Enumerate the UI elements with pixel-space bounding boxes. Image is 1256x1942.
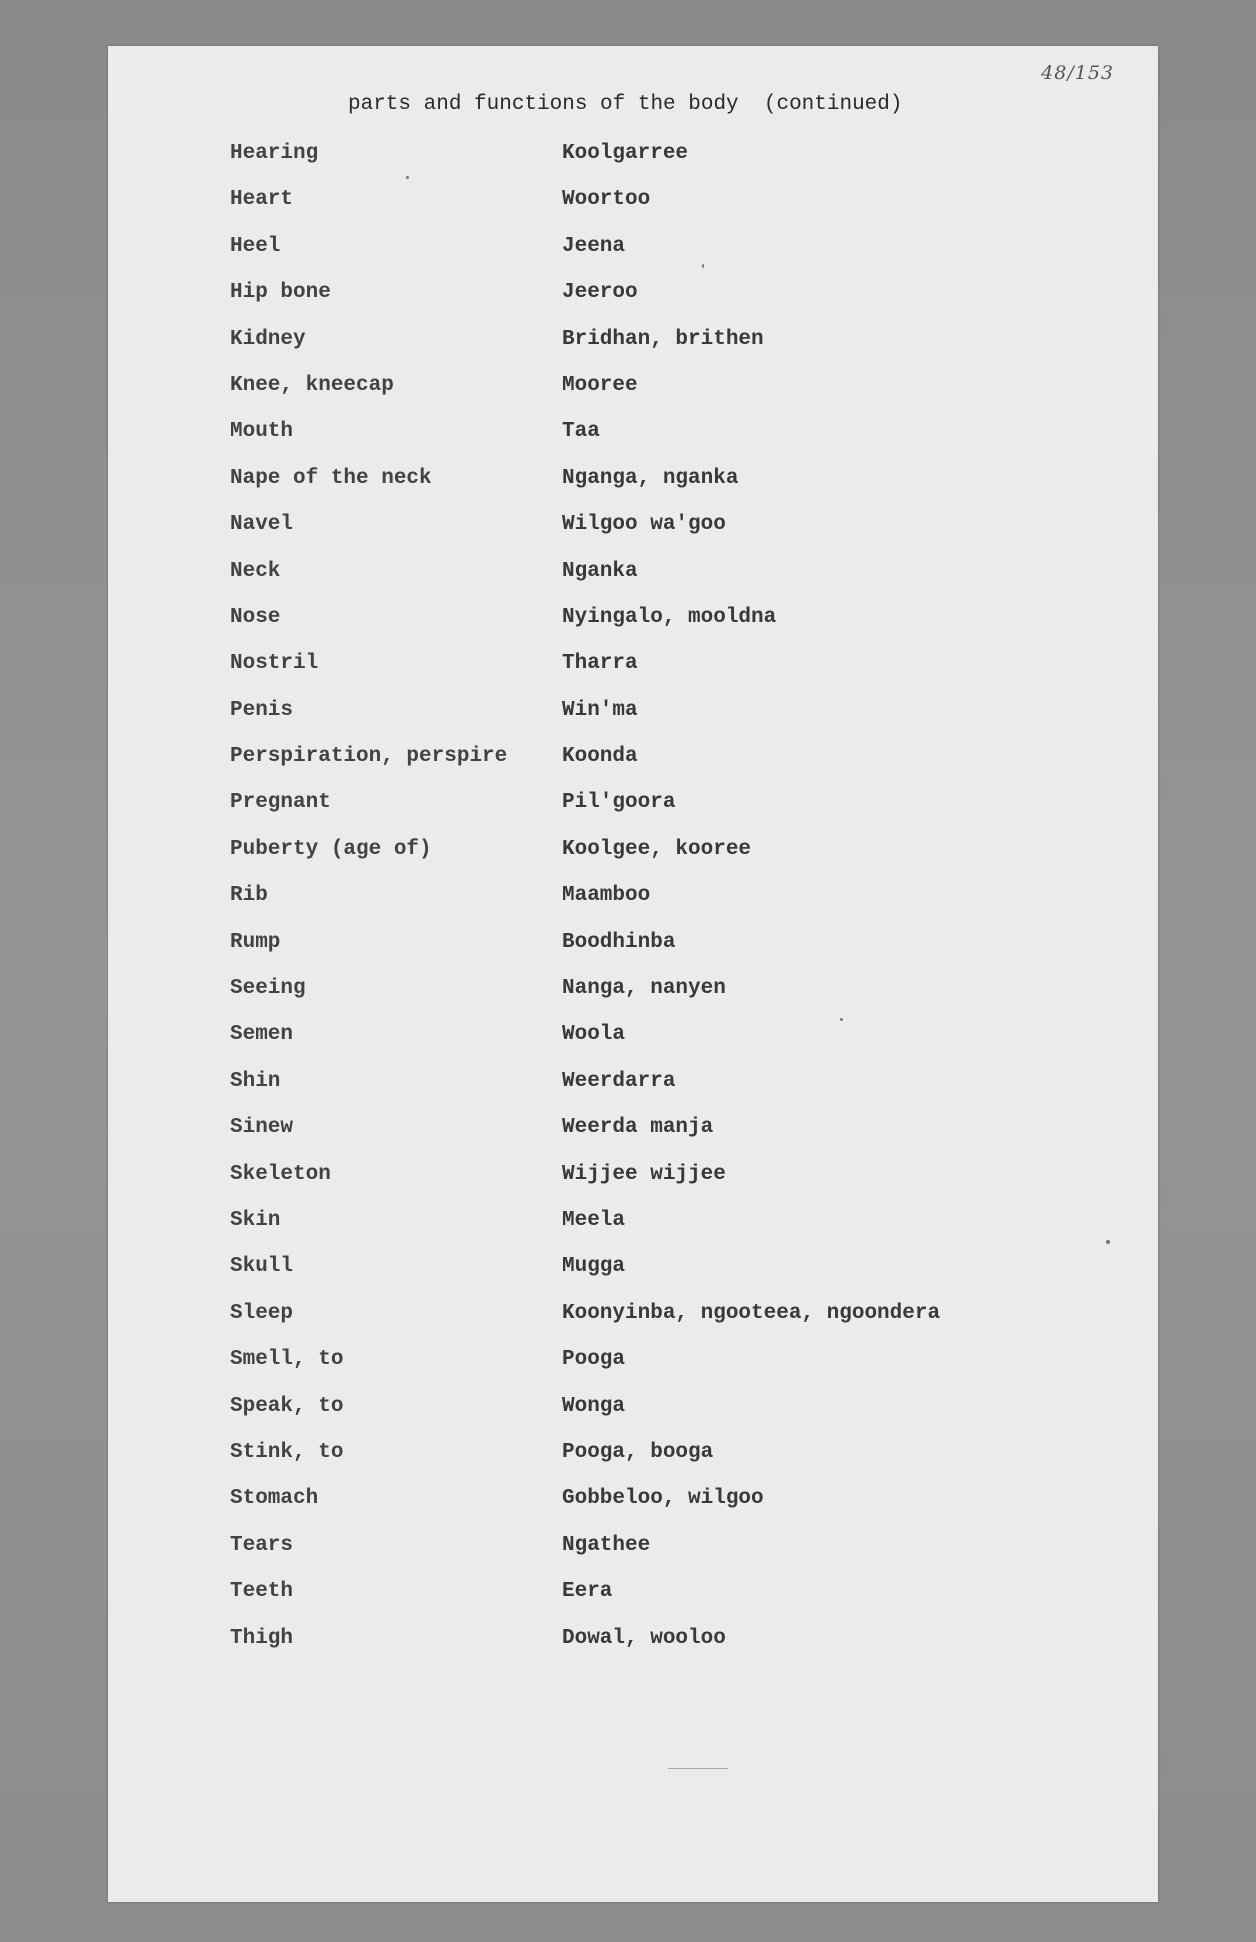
native-term: Meela — [562, 1208, 626, 1232]
english-term: Heel — [230, 234, 281, 258]
vocab-entry — [230, 1627, 940, 1673]
vocab-entry — [230, 652, 940, 698]
english-term: Sinew — [230, 1116, 294, 1140]
english-term: Seeing — [230, 977, 306, 1001]
vocab-entry — [230, 281, 940, 327]
native-term: Gobbeloo, wilgoo — [562, 1487, 764, 1511]
native-term: Mugga — [562, 1255, 626, 1279]
native-term: Jeeroo — [562, 281, 638, 305]
native-term: Nganka — [562, 559, 638, 583]
native-term: Ngathee — [562, 1533, 651, 1557]
native-term: Wijjee wijjee — [562, 1162, 726, 1186]
native-term: Weerda manja — [562, 1116, 714, 1140]
english-term: Navel — [230, 513, 294, 537]
page-number: 48/153 — [1041, 62, 1114, 84]
native-term: Win'ma — [562, 698, 638, 722]
english-term: Rump — [230, 930, 281, 954]
vocab-entry — [230, 1441, 940, 1487]
english-term: Tears — [230, 1533, 294, 1557]
vocab-entry — [230, 791, 940, 837]
english-term: Rib — [230, 884, 268, 908]
vocab-entry — [230, 1395, 940, 1441]
native-term: Pil'goora — [562, 791, 676, 815]
vocab-entry — [230, 235, 940, 281]
native-term: Koolgee, kooree — [562, 837, 752, 861]
native-term: Koolgarree — [562, 142, 689, 165]
english-term: Penis — [230, 698, 294, 722]
native-term: Taa — [562, 420, 600, 444]
vocab-entry — [230, 374, 940, 420]
vocab-entry — [230, 188, 940, 234]
vocab-entry — [230, 1302, 940, 1348]
english-term: Perspiration, perspire — [230, 745, 508, 769]
english-term: Kidney — [230, 327, 306, 351]
vocab-entry — [230, 606, 940, 652]
vocab-entry — [230, 560, 940, 606]
vocab-entry — [230, 1116, 940, 1162]
native-term: Nanga, nanyen — [562, 977, 726, 1001]
native-term: Jeena — [562, 234, 626, 258]
vocab-entry — [230, 745, 940, 791]
native-term: Bridhan, brithen — [562, 327, 764, 351]
native-term: Pooga — [562, 1348, 626, 1372]
paper-speck — [406, 176, 409, 179]
vocab-entry — [230, 884, 940, 930]
english-term: Heart — [230, 188, 294, 212]
vocab-entry — [230, 1023, 940, 1069]
english-term: Nostril — [230, 652, 319, 676]
document-page — [108, 46, 1158, 1902]
english-term: Stomach — [230, 1487, 319, 1511]
native-term: Dowal, wooloo — [562, 1626, 726, 1650]
english-term: Smell, to — [230, 1348, 344, 1372]
native-term: Wilgoo wa'goo — [562, 513, 726, 537]
vocab-entry — [230, 1348, 940, 1394]
vocab-entry — [230, 1487, 940, 1533]
native-term: Woortoo — [562, 188, 651, 212]
english-term: Skeleton — [230, 1162, 331, 1186]
vocab-entry — [230, 142, 940, 188]
native-term: Koonyinba, ngooteea, ngoondera — [562, 1301, 941, 1325]
vocab-entry — [230, 931, 940, 977]
native-term: Weerdarra — [562, 1069, 676, 1093]
native-term: Koonda — [562, 745, 638, 769]
vocab-entry — [230, 1070, 940, 1116]
english-term: Thigh — [230, 1626, 294, 1650]
vocab-entry — [230, 420, 940, 466]
paper-speck — [1106, 1240, 1110, 1244]
vocab-entry — [230, 328, 940, 374]
native-term: Nyingalo, mooldna — [562, 605, 777, 629]
english-term: Sleep — [230, 1301, 294, 1325]
vocab-entry — [230, 1255, 940, 1301]
paper-speck — [668, 1768, 728, 1769]
vocab-entry — [230, 1534, 940, 1580]
native-term: Pooga, booga — [562, 1440, 714, 1464]
english-term: Hip bone — [230, 281, 331, 305]
english-term: Stink, to — [230, 1440, 344, 1464]
english-term: Hearing — [230, 142, 319, 165]
english-term: Nose — [230, 605, 281, 629]
vocab-entry — [230, 838, 940, 884]
vocabulary-list — [230, 142, 940, 1673]
vocab-entry — [230, 1163, 940, 1209]
page-title: parts and functions of the body (continued) — [348, 93, 903, 116]
native-term: Woola — [562, 1023, 626, 1047]
native-term: Nganga, nganka — [562, 466, 739, 490]
native-term: Boodhinba — [562, 930, 676, 954]
english-term: Pregnant — [230, 791, 331, 815]
english-term: Knee, kneecap — [230, 373, 394, 397]
vocab-entry — [230, 699, 940, 745]
english-term: Mouth — [230, 420, 294, 444]
english-term: Speak, to — [230, 1394, 344, 1418]
vocab-entry — [230, 1209, 940, 1255]
vocab-entry — [230, 513, 940, 559]
english-term: Semen — [230, 1023, 294, 1047]
english-term: Skull — [230, 1255, 294, 1279]
vocab-entry — [230, 467, 940, 513]
native-term: Tharra — [562, 652, 638, 676]
native-term: Maamboo — [562, 884, 651, 908]
english-term: Shin — [230, 1069, 281, 1093]
native-term: Mooree — [562, 373, 638, 397]
english-term: Neck — [230, 559, 281, 583]
english-term: Teeth — [230, 1580, 294, 1604]
vocab-entry — [230, 1580, 940, 1626]
native-term: Eera — [562, 1580, 613, 1604]
paper-speck — [840, 1018, 843, 1021]
english-term: Puberty (age of) — [230, 837, 432, 861]
vocab-entry — [230, 977, 940, 1023]
paper-speck — [702, 264, 704, 268]
native-term: Wonga — [562, 1394, 626, 1418]
english-term: Skin — [230, 1208, 281, 1232]
english-term: Nape of the neck — [230, 466, 432, 490]
